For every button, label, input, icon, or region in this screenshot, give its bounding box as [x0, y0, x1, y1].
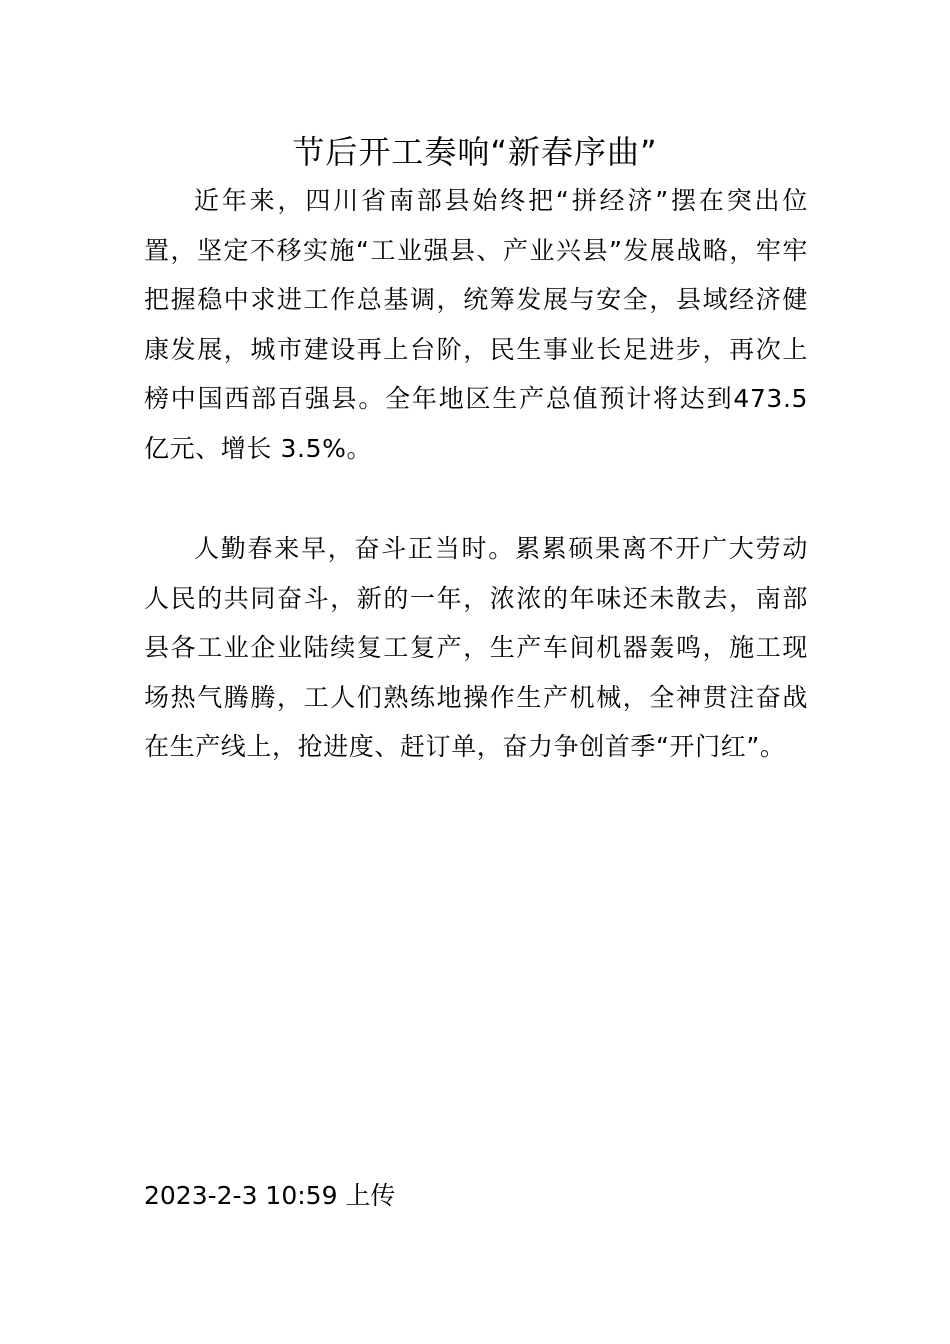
document-title: 节后开工奏响“新春序曲”: [292, 133, 658, 171]
paragraph-work-resumption: 人勤春来早，奋斗正当时。累累硕果离不开广大劳动人民的共同奋斗，新的一年，浓浓的年味还未散去，南部县各工业企业陆续复工复产，生产车间机器轰鸣，施工现场热气腾腾，工人们熟练地操作生产机械，全神贯注奋战在生产线上，抢进度、赶订单，奋力争创首季“开门红”。: [144, 534, 808, 762]
upload-timestamp: 2023-2-3 10:59 上传: [144, 1181, 396, 1210]
paragraph-economy: 近年来，四川省南部县始终把“拼经济”摆在突出位置，坚定不移实施“工业强县、产业兴县”发展战略，牢牢把握稳中求进工作总基调，统筹发展与安全，县域经济健康发展，城市建设再上台阶，民生事业长足进步，再次上榜中国西部百强县。全年地区生产总值预计将达到473.5 亿元、增长 3.5%。: [144, 186, 808, 463]
